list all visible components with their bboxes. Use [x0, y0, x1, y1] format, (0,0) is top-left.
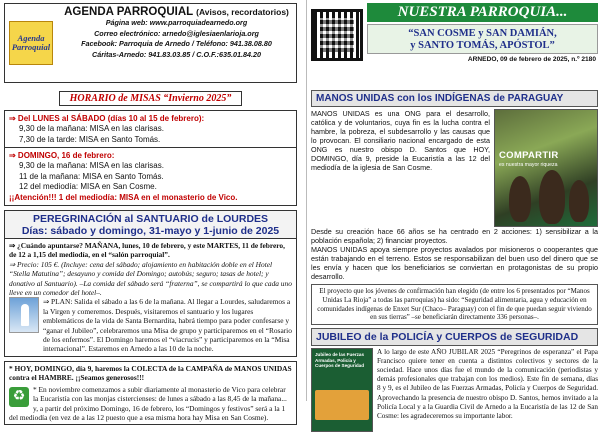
project-quote: El proyecto que los jóvenes de confirmación han elegido (de entre los 6 presentados por “Manos Unidas La Rioja” a todas las parroquias) ha sido: “Seguridad alimentaria, agua y educación en comunidades indígenas de Enxet Sur (Chaco– Paraguay) con el fin de que puedan seguir viviendo en sus tierras” –se beneficiarán directamente 336 personas–.	[311, 284, 598, 325]
divider	[5, 147, 296, 148]
agenda-header	[4, 3, 297, 83]
agenda-logo	[9, 21, 53, 65]
parish-name-line1: “SAN COSME y SAN DAMIÁN,	[408, 28, 557, 39]
issue-date: ARNEDO, 09 de febrero de 2025, n.º 2180	[467, 56, 596, 63]
title-note: (Avisos, recordatorios)	[196, 7, 289, 17]
lourdes-title-line1: PEREGRINACIÓN al SANTUARIO de LOURDES	[32, 213, 269, 225]
bulletin-title: NUESTRA PARROQUIA...	[367, 3, 598, 22]
schedule-line: 7,30 de la tarde: MISA en Santo Tomás.	[19, 134, 161, 144]
schedule-block1-head: ⇒ Del LUNES al SÁBADO (días 10 al 15 de febrero):	[9, 114, 205, 123]
campaign-brand: COMPARTIR	[499, 150, 559, 161]
manos-unidas-p2: Desde su creación hace 66 años se ha centrado en 2 acciones: 1) sensibilizar a la población española; 2) financiar proyectos.	[311, 227, 598, 246]
schedule-line: 12 del mediodía: MISA en San Cosme.	[19, 182, 157, 191]
schedule-line: 11 de la mañana: MISA en Santo Tomás.	[19, 171, 164, 181]
schedule-line: 9,30 de la mañana: MISA en las clarisas.	[19, 124, 164, 133]
facebook-line: Facebook: Parroquia de Arnedo / Teléfono: 941.38.08.80	[81, 39, 272, 48]
header-text	[57, 4, 296, 82]
logo-line-1: Agenda	[17, 33, 45, 44]
schedule-block2-head: ⇒ DOMINGO, 16 de febrero:	[9, 151, 115, 160]
manos-unidas-p1: MANOS UNIDAS es una ONG para el desarrollo, católica y de voluntarios, cuya fin es la lucha contra el hambre, la pobreza, el subdesarrollo y las causas que lo provocan. El consiliario nacional encargado de esta ONG es nuestro obispo D. Santos que HOY, DOMINGO, día 9, preside la Eucaristía a las 12 del mediodía de la iglesia de San Cosme.	[311, 109, 490, 173]
person-shape	[509, 176, 531, 222]
right-column	[306, 0, 600, 420]
vico-notice	[9, 385, 292, 423]
caritas-line: Cáritas-Arnedo: 941.83.03.85 / C.O.F.:635.01.84.20	[92, 49, 261, 59]
lourdes-price: ⇒ Precio: 105 €. (Incluye: cena del sábado; alojamiento en habitación doble en el Hotel “Stella Matutina”; desayuno y comida del Domingo; autobús; seguro; tasas de hotel; y donativo al Santuario). –La comida del sábado será “fraterna”, se compartirá lo que cada uno lleve en un comedor del hotel–.	[9, 259, 292, 298]
person-shape	[569, 180, 589, 222]
person-shape	[539, 170, 565, 224]
bulletin-masthead	[367, 3, 598, 87]
schedule-attention: ¡¡Atención!!! 1 del mediodía: MISA en el monasterio de Vico.	[9, 192, 238, 202]
bulletin-header	[311, 3, 598, 87]
qr-code-icon[interactable]	[311, 9, 363, 61]
lourdes-body	[5, 239, 296, 356]
poster-text: Jubileo de las Fuerzas Armadas, Policía y Cuerpos de Seguridad	[315, 352, 365, 368]
vico-notice-text: * En noviembre comenzamos a subir diariamente al monasterio de Vico para celebrar la Eucaristía con las monjas cistercienses: de lunes a sábado a las 8,45 de la mañana... y, a partir del próximo Domingo, 16 de febrero, los “Domingos y festivos” será a la 1 del mediodía (en vez de a las 12 puesto que a esa misma hora hay Misa en San Cosme).	[9, 384, 287, 422]
email-line[interactable]: Correo electrónico: arnedo@iglesiaenlarioja.org	[94, 28, 259, 38]
manos-unidas-top	[311, 109, 598, 227]
page-title	[57, 6, 296, 18]
parish-name-line2: y SANTO TOMÁS, APÓSTOL”	[410, 40, 555, 51]
campaign-subtitle: es nuestra mayor riqueza	[499, 162, 558, 168]
schedule-line: 9,30 de la mañana: MISA en las clarisas.	[19, 161, 164, 170]
left-column	[0, 0, 300, 422]
lourdes-section	[4, 210, 297, 357]
parish-name-card	[367, 24, 598, 54]
poster-image	[315, 390, 369, 420]
schedule-title-wrap	[4, 88, 297, 106]
collect-notice: * HOY, DOMINGO, día 9, haremos la COLECTA de la CAMPAÑA de MANOS UNIDAS contra el HAMBRE. ¡¡Seamos generosos!!!	[9, 363, 292, 383]
lourdes-plan	[9, 297, 292, 353]
lourdes-grotto-image	[9, 297, 39, 333]
web-line[interactable]: Página web: www.parroquiadearnedo.org	[105, 18, 248, 27]
schedule-title: HORARIO de MISAS “Invierno 2025”	[59, 91, 243, 106]
manos-unidas-title: MANOS UNIDAS con los INDÍGENAS de PARAGUAY	[311, 90, 598, 107]
notices-box	[4, 361, 297, 425]
jubileo-section	[311, 348, 598, 432]
schedule-box	[4, 110, 297, 206]
campaign-photo	[494, 109, 598, 227]
jubileo-text: A lo largo de este AÑO JUBILAR 2025 “Peregrinos de esperanza” el Papa Francisco quiere tener en cuenta a distintos colectivos y sectores de la sociedad. Hace unos días fue el mundo de la comunicación (periodistas y demás profesionales que trabajan con los medios). Este fin de semana, días 8 y 9, es el Jubileo de las Fuerzas Armadas, Policía y Cuerpos de Seguridad. Aprovechando la presencia de nuestro obispo D. Santos, hemos invitado a la Policía Local y a la Guardia Civil de Arnedo a la Eucaristía de las 12 de San Cosme: les agradeceremos su importante labor.	[377, 348, 598, 420]
logo-line-2: Parroquial	[11, 42, 51, 52]
recycle-icon: ♻	[9, 387, 29, 407]
lourdes-title-line2: Días: sábado y domingo, 31-mayo y 1-junio de 2025	[21, 225, 280, 237]
jubileo-poster	[311, 348, 373, 432]
title-main: AGENDA PARROQUIAL	[64, 6, 193, 18]
lourdes-title	[5, 211, 296, 239]
lourdes-when: ⇒ ¿Cuándo apuntarse? MAÑANA, lunes, 10 de febrero, y este MARTES, 11 de febrero, de 12 a 1,15 del mediodía, en el “salón parroquial”.	[9, 241, 285, 260]
logo-container	[5, 4, 57, 82]
jubileo-title: JUBILEO de la POLICÍA y CUERPOS de SEGURIDAD	[311, 328, 598, 346]
lourdes-plan-text: ⇒ PLAN: Salida el sábado a las 6 de la mañana. Al llegar a Lourdes, saludaremos a la Virgen y comeremos. Después, visitaremos el santuario y los lugares emblemáticos de la vida de Santa Bernardita, habrá tiempo para poder confesarse y “ganar el Jubileo”, celebraremos una Misa de grupo y participaremos en el “Rosario de los enfermos”. El Domingo haremos el “viacrucis” y participaremos en la “Misa internacional”. Estaremos en Arnedo a las 10 de la noche.	[43, 297, 292, 354]
manos-unidas-p3: MANOS UNIDAS apoya siempre proyectos avalados por misioneros o cooperantes que están trabajando en el terreno. Estos se responsabilizan del buen uso del dinero que se les envía y hacen que los beneficiarios se conviertan en protagonistas de su propio desarrollo.	[311, 245, 598, 282]
